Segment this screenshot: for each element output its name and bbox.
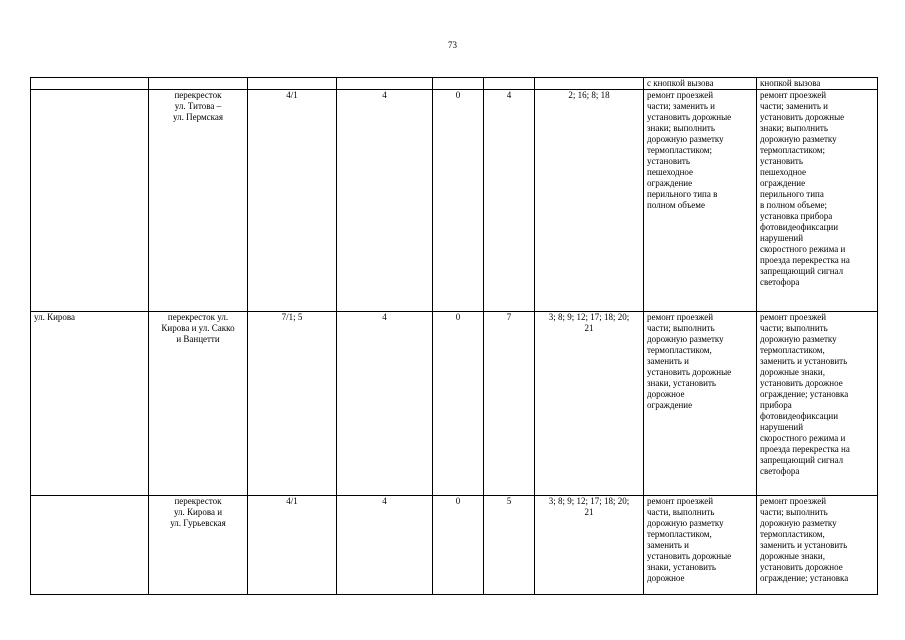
cell-col5 <box>433 78 484 90</box>
cell-col5: 0 <box>433 312 484 496</box>
cell-measures-current: с кнопкой вызова <box>644 78 757 90</box>
cell-col7 <box>535 78 644 90</box>
location-text: перекресток ул. Кирова и ул. Сакко и Ванцетти <box>161 312 235 344</box>
cell-col5: 0 <box>433 90 484 312</box>
table-row-continuation <box>31 78 878 90</box>
cell-col3 <box>248 78 337 90</box>
cell-measures-current <box>644 496 757 595</box>
cell-measures-current <box>644 90 757 312</box>
cell-street <box>31 90 149 312</box>
cell-col4: 4 <box>337 312 433 496</box>
cell-col7 <box>535 496 644 595</box>
cell-col7 <box>535 90 644 312</box>
cell-measures-current <box>644 312 757 496</box>
location-text: перекресток ул. Титова – ул. Пермская <box>172 90 223 122</box>
measures-planned-text: ремонт проезжей части; выполнить дорожную разметку термопластиком, заменить и установить дорожные знаки, установить дорожное ограждение; установка <box>760 496 849 583</box>
cell-col4: 4 <box>337 496 433 595</box>
measures-current-text: ремонт проезжей части, выполнить дорожную разметку термопластиком, заменить и установить дорожные знаки, установить дорожное <box>647 496 732 583</box>
col7-text: 2; 16; 8; 18 <box>568 90 610 100</box>
measures-current-text: ремонт проезжей части; заменить и установить дорожные знаки; выполнить дорожную разметку термопластиком; установить пешеходное ограждение перильного типа в полном объеме <box>647 90 732 210</box>
cell-measures-planned <box>757 90 878 312</box>
cell-street: ул. Кирова <box>31 312 149 496</box>
cell-measures-planned <box>757 496 878 595</box>
cell-col4: 4 <box>337 90 433 312</box>
cell-col3: 4/1 <box>248 90 337 312</box>
cell-col3: 4/1 <box>248 496 337 595</box>
cell-col6 <box>484 78 535 90</box>
col7-text: 3; 8; 9; 12; 17; 18; 20; 21 <box>548 496 630 517</box>
cell-measures-planned: кнопкой вызова <box>757 78 878 90</box>
intersections-table <box>30 77 878 595</box>
cell-col3: 7/1; 5 <box>248 312 337 496</box>
table-row <box>31 90 878 312</box>
table-row <box>31 496 878 595</box>
location-text: перекресток ул. Кирова и ул. Гурьевская <box>170 496 226 528</box>
cell-measures-planned <box>757 312 878 496</box>
cell-col5: 0 <box>433 496 484 595</box>
cell-location <box>149 78 248 90</box>
cell-street <box>31 496 149 595</box>
cell-col7 <box>535 312 644 496</box>
cell-street <box>31 78 149 90</box>
measures-current-text: ремонт проезжей части; выполнить дорожную разметку термопластиком, заменить и установить дорожные знаки, установить дорожное ограждение <box>647 312 732 410</box>
cell-col4 <box>337 78 433 90</box>
table-row <box>31 312 878 496</box>
page-number: 73 <box>448 40 457 50</box>
cell-location <box>149 496 248 595</box>
measures-planned-text: ремонт проезжей части; выполнить дорожную разметку термопластиком, заменить и установить дорожные знаки, установить дорожное ограждение; установка прибора фотовидеофиксации нарушений скоростного режима и проезда перекрестка на запрещающий сигнал светофора <box>760 312 850 476</box>
cell-col6: 7 <box>484 312 535 496</box>
cell-location <box>149 312 248 496</box>
cell-col6: 5 <box>484 496 535 595</box>
measures-planned-text: ремонт проезжей части; заменить и установить дорожные знаки; выполнить дорожную разметку термопластиком; установить пешеходное ограждение перильного типа в полном объеме; установка прибора фотовидеофиксации нарушений скоростного режима и проезда перекрестка на запрещающий сигнал светофора <box>760 90 850 287</box>
col7-text: 3; 8; 9; 12; 17; 18; 20; 21 <box>548 312 630 333</box>
cell-location <box>149 90 248 312</box>
cell-col6: 4 <box>484 90 535 312</box>
